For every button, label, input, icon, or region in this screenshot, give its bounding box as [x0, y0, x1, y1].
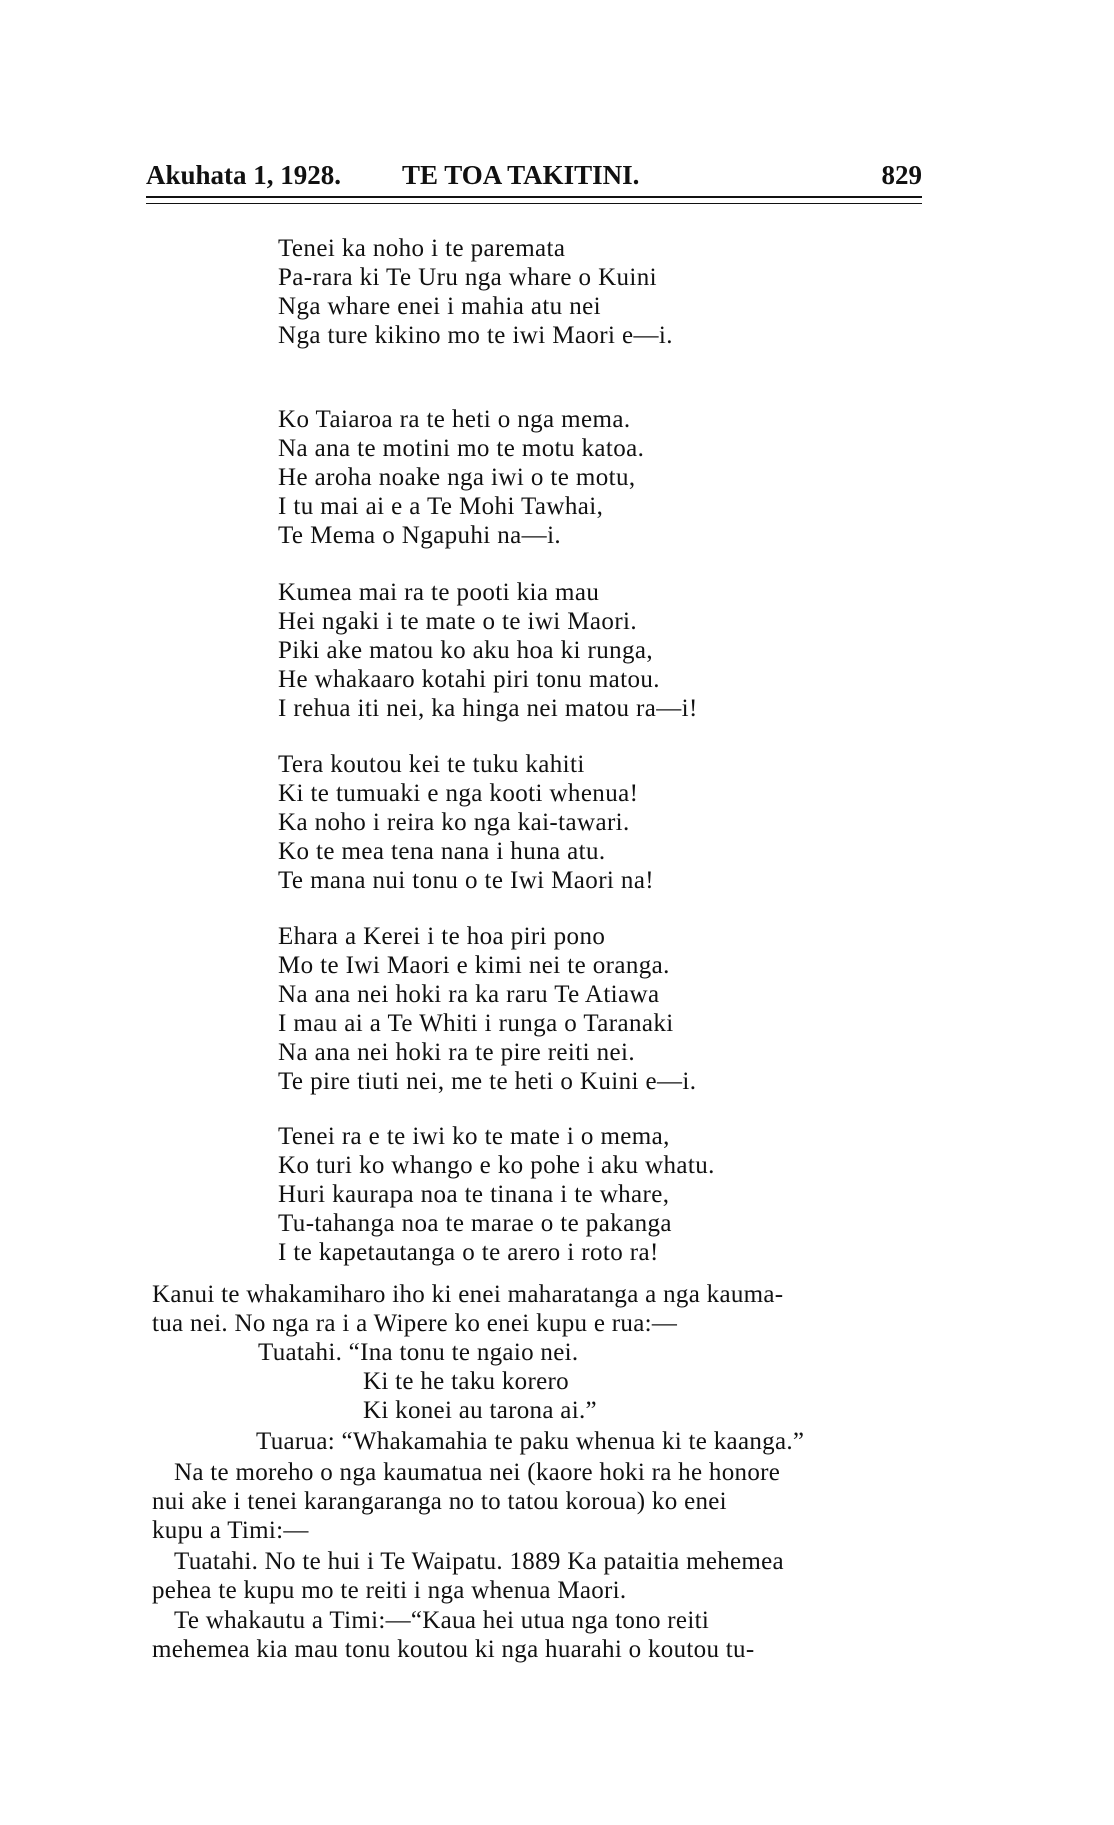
running-header: [146, 160, 922, 194]
stanza-3: [278, 578, 698, 723]
paragraph-1: [152, 1280, 924, 1338]
poem-line: Hei ngaki i te mate o te iwi Maori.: [278, 608, 638, 635]
prose-line: Na te moreho o nga kaumatua nei (kaore hoki ra he honore: [174, 1459, 781, 1486]
stanza-6: [278, 1122, 715, 1267]
poem-line: Ki te tumuaki e nga kooti whenua!: [278, 780, 639, 807]
poem-line: I rehua iti nei, ka hinga nei matou ra—i!: [278, 695, 698, 722]
poem-line: He whakaaro kotahi piri tonu matou.: [278, 666, 660, 693]
poem-line: Tu-tahanga noa te marae o te pakanga: [278, 1210, 672, 1237]
poem-line: Mo te Iwi Maori e kimi nei te oranga.: [278, 952, 670, 979]
paragraph-4: [152, 1606, 924, 1664]
header-rule-thick: [146, 196, 922, 198]
poem-line: Ko te mea tena nana i huna atu.: [278, 838, 606, 865]
quote-line: Tuarua: “Whakamahia te paku whenua ki te kaanga.”: [256, 1428, 805, 1455]
poem-line: I tu mai ai e a Te Mohi Tawhai,: [278, 493, 604, 520]
paragraph-3: [152, 1547, 924, 1605]
poem-line: Te Mema o Ngapuhi na—i.: [278, 522, 562, 549]
poem-line: I mau ai a Te Whiti i runga o Taranaki: [278, 1010, 674, 1037]
prose-line: Te whakautu a Timi:—“Kaua hei utua nga tono reiti: [174, 1607, 710, 1634]
prose-line: pehea te kupu mo te reiti i nga whenua Maori.: [152, 1577, 627, 1604]
paragraph-2: [152, 1458, 924, 1545]
poem-line: Na ana te motini mo te motu katoa.: [278, 435, 645, 462]
poem-line: Te pire tiuti nei, me te heti o Kuini e—i.: [278, 1068, 697, 1095]
poem-line: Kumea mai ra te pooti kia mau: [278, 579, 600, 606]
header-rule-thin: [146, 203, 922, 204]
poem-line: Ko Taiaroa ra te heti o nga mema.: [278, 406, 631, 433]
prose-line: nui ake i tenei karangaranga no to tatou koroua) ko enei: [152, 1488, 727, 1515]
poem-line: Piki ake matou ko aku hoa ki runga,: [278, 637, 654, 664]
poem-line: Nga whare enei i mahia atu nei: [278, 293, 601, 320]
poem-line: Tera koutou kei te tuku kahiti: [278, 751, 585, 778]
poem-line: Na ana nei hoki ra te pire reiti nei.: [278, 1039, 636, 1066]
prose-line: mehemea kia mau tonu koutou ki nga huarahi o koutou tu-: [152, 1636, 755, 1663]
poem-line: Ko turi ko whango e ko pohe i aku whatu.: [278, 1152, 715, 1179]
header-title: TE TOA TAKITINI.: [402, 160, 640, 190]
prose-line: kupu a Timi:—: [152, 1517, 309, 1544]
prose-line: Kanui te whakamiharo iho ki enei maharatanga a nga kauma-: [152, 1281, 784, 1308]
prose-line: Tuatahi. No te hui i Te Waipatu. 1889 Ka pataitia mehemea: [174, 1548, 784, 1575]
prose-line: tua nei. No nga ra i a Wipere ko enei kupu e rua:—: [152, 1310, 678, 1337]
quote-line: Ki te he taku korero: [363, 1368, 569, 1395]
poem-line: I te kapetautanga o te arero i roto ra!: [278, 1239, 659, 1266]
stanza-5: [278, 922, 696, 1096]
quote-line: Ki konei au tarona ai.”: [363, 1397, 597, 1424]
poem-line: Tenei ka noho i te paremata: [278, 235, 566, 262]
poem-line: Tenei ra e te iwi ko te mate i o mema,: [278, 1123, 670, 1150]
poem-line: Nga ture kikino mo te iwi Maori e—i.: [278, 322, 673, 349]
stanza-4: [278, 750, 654, 895]
stanza-1: [278, 234, 673, 350]
poem-line: Huri kaurapa noa te tinana i te whare,: [278, 1181, 670, 1208]
poem-line: Te mana nui tonu o te Iwi Maori na!: [278, 867, 655, 894]
header-page-number: 829: [881, 160, 922, 190]
poem-line: Pa-rara ki Te Uru nga whare o Kuini: [278, 264, 658, 291]
quote-line: Tuatahi. “Ina tonu te ngaio nei.: [258, 1339, 579, 1366]
stanza-2: [278, 405, 644, 550]
poem-line: Ka noho i reira ko nga kai-tawari.: [278, 809, 630, 836]
poem-line: Ehara a Kerei i te hoa piri pono: [278, 923, 606, 950]
poem-line: Na ana nei hoki ra ka raru Te Atiawa: [278, 981, 660, 1008]
header-date: Akuhata 1, 1928.: [146, 160, 342, 190]
poem-line: He aroha noake nga iwi o te motu,: [278, 464, 636, 491]
